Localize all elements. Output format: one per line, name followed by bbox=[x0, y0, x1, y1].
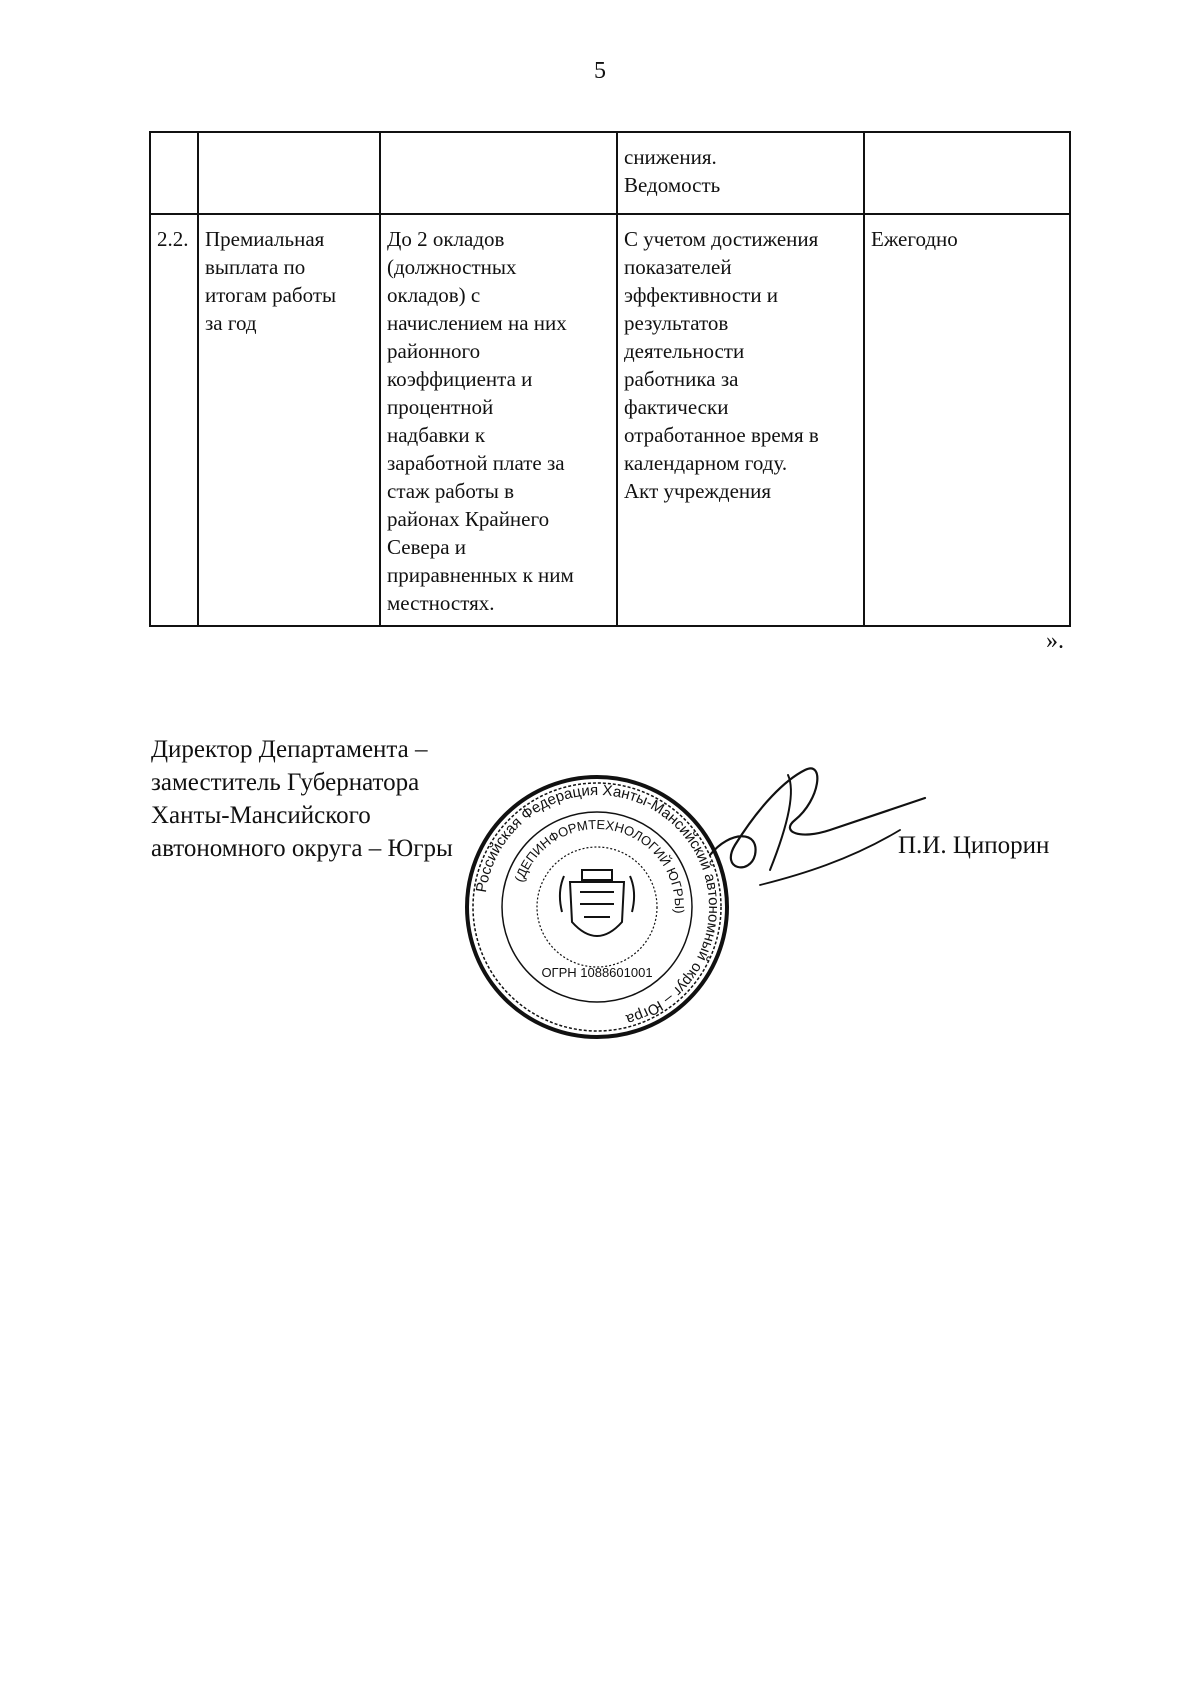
coat-of-arms-icon bbox=[560, 870, 634, 936]
signatory-title: Директор Департамента – заместитель Губернатора Ханты-Мансийского автономного округа – Югры bbox=[151, 736, 453, 862]
stamp-outer-text: Российская Федерация Ханты-Мансийский автономный округ – Югра bbox=[472, 781, 723, 1028]
cell-frequency bbox=[864, 132, 1070, 214]
signatory-name: П.И. Ципорин bbox=[898, 832, 1050, 859]
table-row bbox=[150, 132, 1070, 214]
cell-num bbox=[150, 132, 198, 214]
page-number: 5 bbox=[594, 58, 606, 84]
payments-table bbox=[149, 131, 1071, 627]
closing-quote: ». bbox=[1046, 628, 1064, 654]
cell-amount: До 2 окладов (должностных окладов) с начислением на них районного коэффициента и процентной надбавки к заработной плате за стаж работы в районах Крайнего Севера и приравненных к ним местностях. bbox=[380, 214, 617, 626]
cell-num: 2.2. bbox=[150, 214, 198, 626]
stamp-inner-text: (ДЕПИНФОРМТЕХНОЛОГИЙ ЮГРЫ) bbox=[511, 816, 688, 915]
stamp-ogrn: ОГРН 1088601001 bbox=[541, 965, 653, 980]
cell-name bbox=[198, 132, 380, 214]
cell-amount bbox=[380, 132, 617, 214]
cell-condition: снижения. Ведомость bbox=[617, 132, 864, 214]
table-row bbox=[150, 214, 1070, 626]
cell-condition: С учетом достижения показателей эффективности и результатов деятельности работника за фактически отработанное время в календарном году. Акт учреждения bbox=[617, 214, 864, 626]
cell-frequency: Ежегодно bbox=[864, 214, 1070, 626]
official-stamp bbox=[462, 772, 732, 1042]
svg-text:(ДЕПИНФОРМТЕХНОЛОГИЙ ЮГРЫ) bbox=[511, 817, 687, 914]
handwritten-signature bbox=[700, 760, 930, 900]
cell-name: Премиальная выплата по итогам работы за год bbox=[198, 214, 380, 626]
